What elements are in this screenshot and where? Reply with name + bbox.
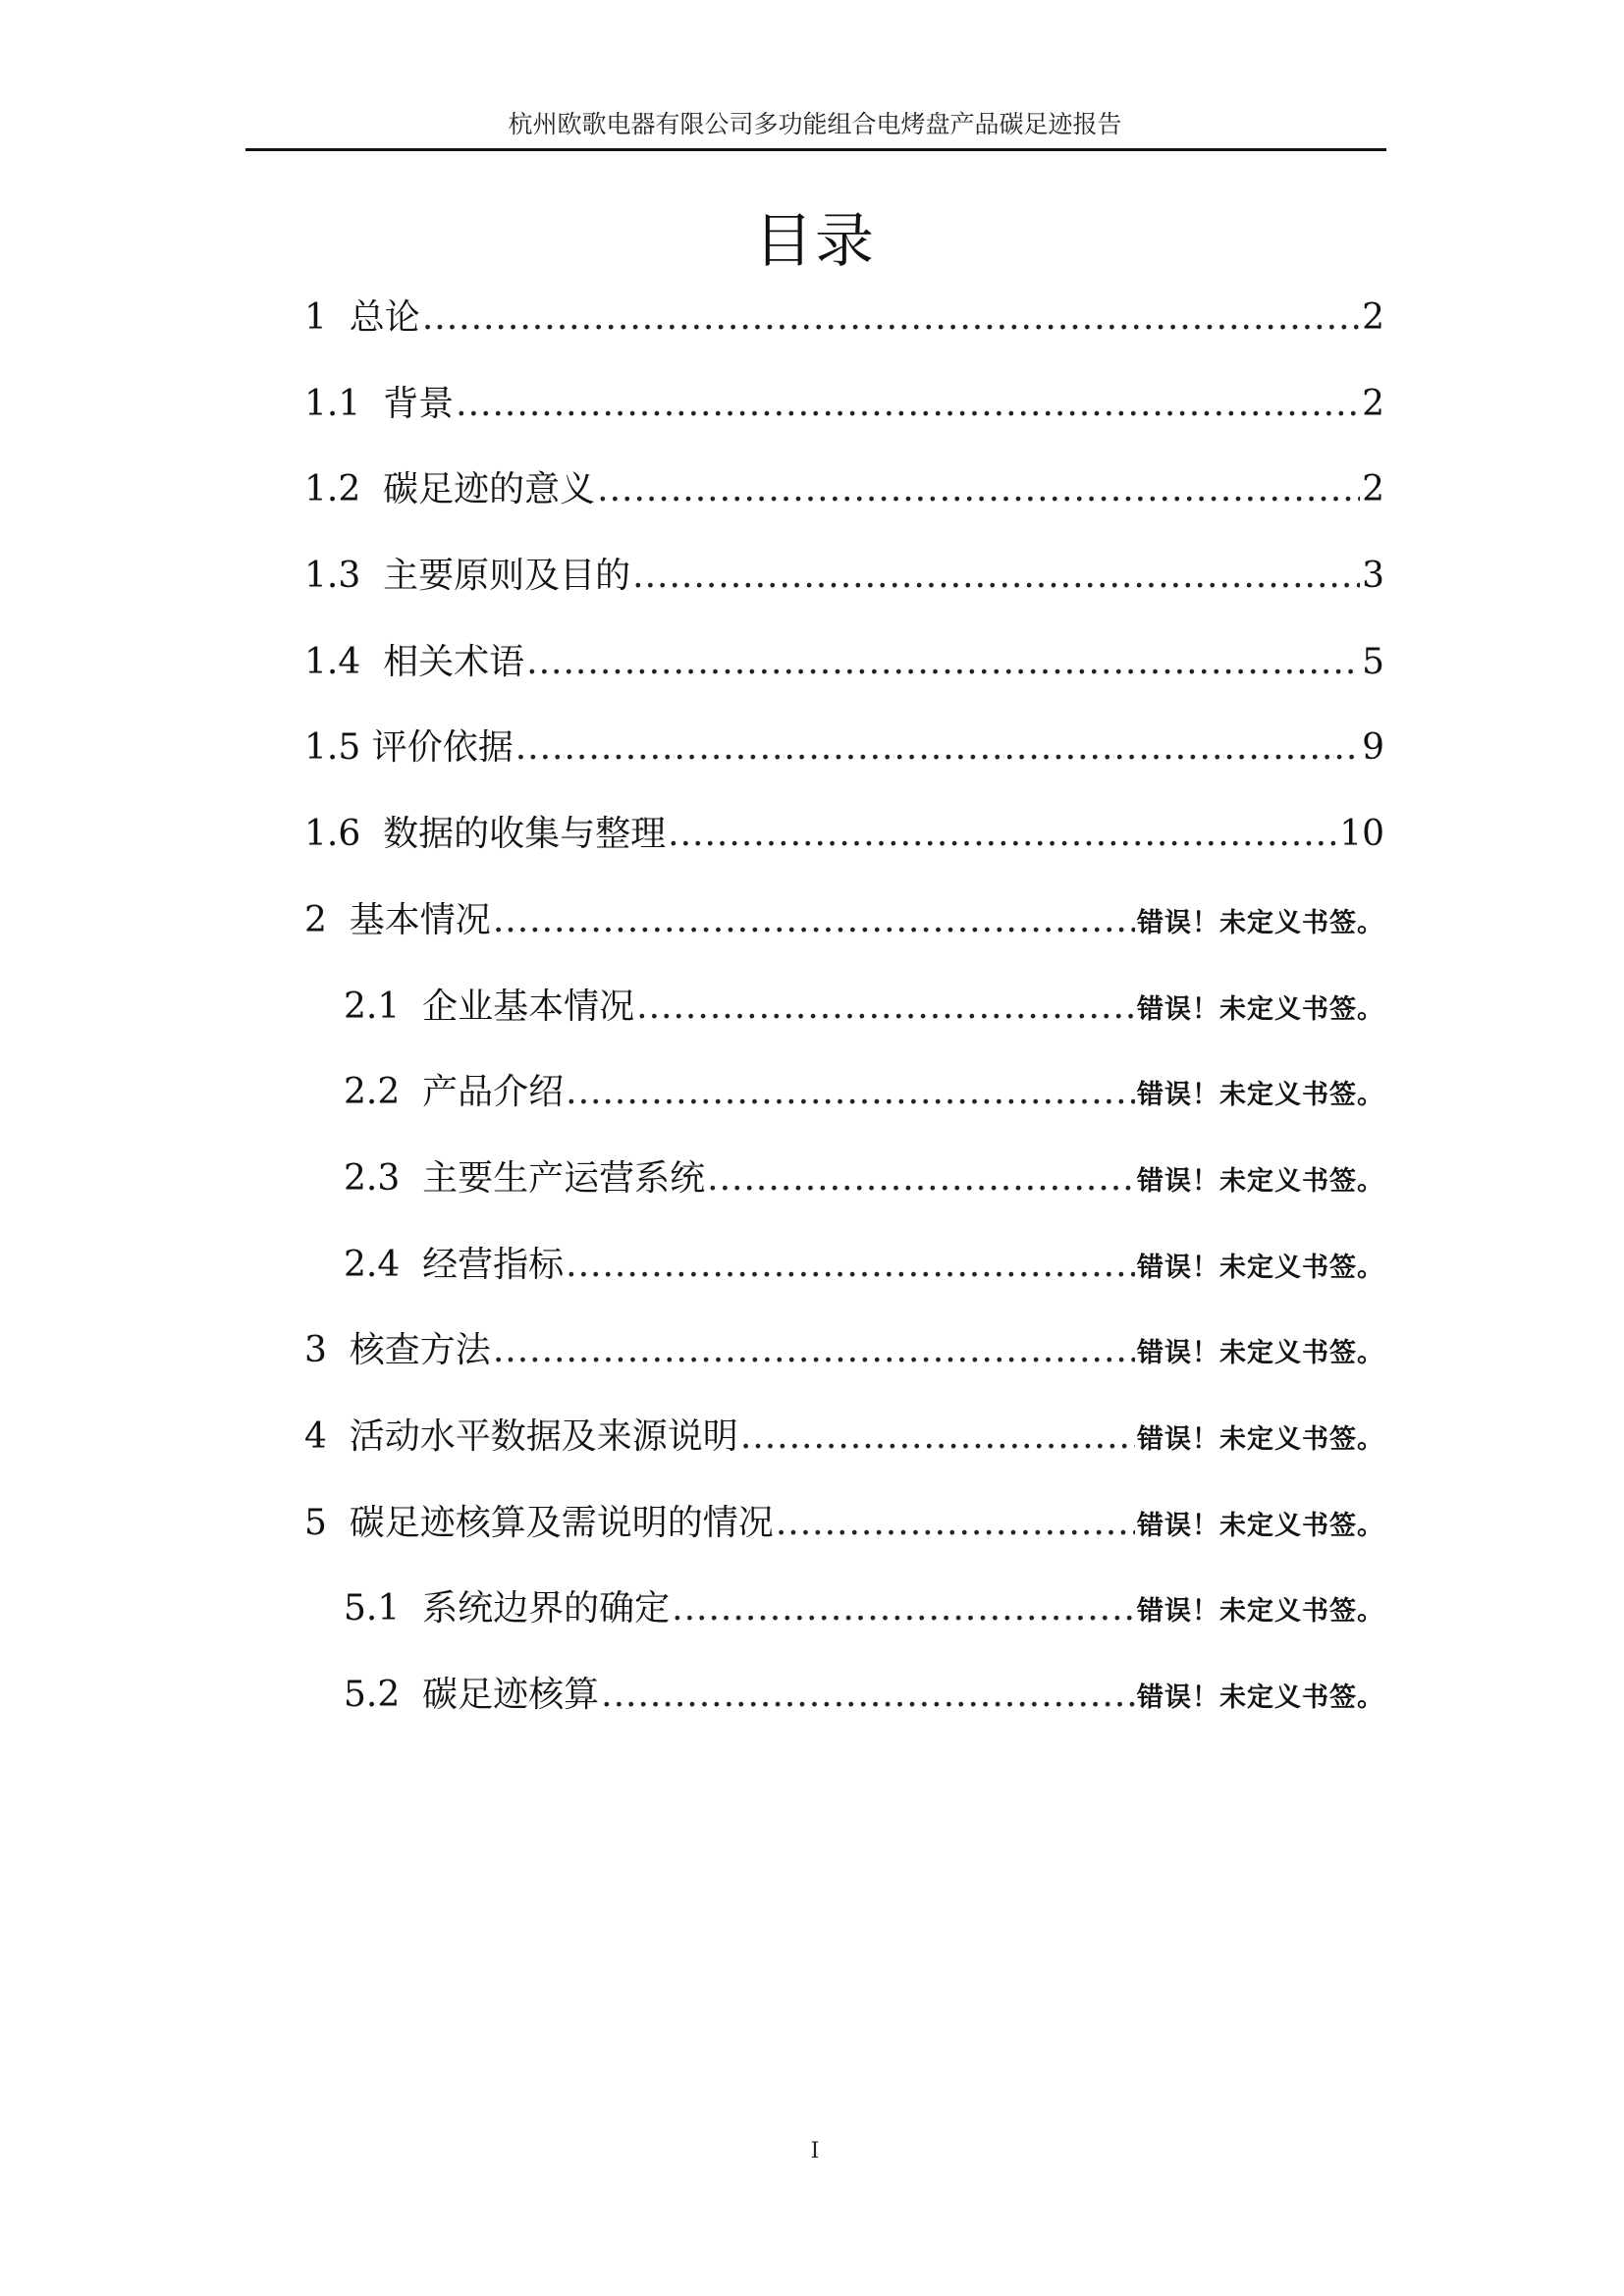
toc-entry-title: 核查方法 <box>349 1330 491 1371</box>
toc-entry[interactable] <box>304 899 1384 986</box>
toc-entry[interactable] <box>304 1157 1384 1244</box>
toc-entry[interactable] <box>304 296 1384 383</box>
toc-dot-leader <box>636 986 1135 1029</box>
page-title: 目录 <box>754 207 876 276</box>
toc-entry-page: 2 <box>1362 469 1384 510</box>
toc-entry-number: 1.4 <box>304 641 384 682</box>
toc-entry-page: 错误！未定义书签。 <box>1137 907 1384 938</box>
toc-entry[interactable] <box>304 1502 1384 1588</box>
toc-entry-number: 1.3 <box>304 556 384 597</box>
toc-entry-number: 1.6 <box>304 814 384 855</box>
toc-entry-title: 背景 <box>383 383 455 424</box>
toc-entry-number: 1 <box>304 297 350 338</box>
page-number: I <box>810 2139 820 2163</box>
toc-dot-leader <box>672 1587 1135 1630</box>
toc-entry-title: 碳足迹核算 <box>422 1675 600 1715</box>
toc-entry-page: 错误！未定义书签。 <box>1137 1338 1384 1369</box>
toc-entry-title: 主要生产运营系统 <box>422 1157 706 1199</box>
toc-entry-page: 错误！未定义书签。 <box>1137 1423 1384 1455</box>
toc-dot-leader <box>515 726 1360 770</box>
toc-entry[interactable] <box>304 1587 1384 1674</box>
toc-entry-page: 9 <box>1362 727 1384 769</box>
toc-entry-page: 错误！未定义书签。 <box>1137 1080 1384 1111</box>
toc-entry-page: 2 <box>1362 297 1384 338</box>
toc-entry-number: 2.2 <box>344 1072 423 1113</box>
toc-entry-title: 经营指标 <box>422 1244 565 1285</box>
toc-entry-title: 数据的收集与整理 <box>383 814 667 855</box>
toc-dot-leader <box>566 1071 1135 1114</box>
toc-entry-page: 2 <box>1362 383 1384 424</box>
toc-entry-page: 错误！未定义书签。 <box>1137 1510 1384 1541</box>
table-of-contents <box>304 296 1384 1760</box>
toc-entry-title: 相关术语 <box>383 641 525 682</box>
toc-entry-number: 5 <box>304 1502 350 1543</box>
toc-dot-leader <box>776 1502 1135 1545</box>
toc-dot-leader <box>632 555 1360 598</box>
toc-entry-number: 1.1 <box>304 383 384 424</box>
toc-dot-leader <box>493 899 1135 942</box>
toc-dot-leader <box>601 1674 1135 1717</box>
toc-entry[interactable] <box>304 726 1384 813</box>
toc-entry[interactable] <box>304 555 1384 641</box>
running-header: 杭州欧歌电器有限公司多功能组合电烤盘产品碳足迹报告 <box>508 110 1122 138</box>
toc-dot-leader <box>456 383 1360 426</box>
toc-entry-page: 错误！未定义书签。 <box>1137 993 1384 1025</box>
toc-entry[interactable] <box>304 1415 1384 1502</box>
toc-entry[interactable] <box>304 813 1384 899</box>
toc-entry-number: 2.3 <box>344 1157 423 1199</box>
toc-entry-page: 错误！未定义书签。 <box>1137 1165 1384 1197</box>
header-divider <box>245 148 1386 151</box>
toc-entry-title: 碳足迹的意义 <box>383 469 596 510</box>
toc-entry-number: 2.1 <box>344 986 423 1027</box>
toc-entry-title: 企业基本情况 <box>422 986 635 1027</box>
toc-entry-number: 1.2 <box>304 469 384 510</box>
toc-dot-leader <box>668 813 1337 856</box>
toc-entry-number: 5.1 <box>344 1588 423 1629</box>
toc-entry-title: 活动水平数据及来源说明 <box>349 1415 738 1457</box>
toc-dot-leader <box>597 468 1360 511</box>
toc-entry-number: 3 <box>304 1330 350 1371</box>
toc-entry-title: 主要原则及目的 <box>383 556 631 597</box>
toc-entry-number: 2 <box>304 899 350 940</box>
toc-entry-title: 总论 <box>349 297 420 338</box>
toc-entry-title: 碳足迹核算及需说明的情况 <box>349 1502 774 1543</box>
toc-dot-leader <box>740 1415 1135 1459</box>
toc-entry-page: 10 <box>1339 814 1384 855</box>
toc-dot-leader <box>422 296 1360 340</box>
toc-entry-page: 错误！未定义书签。 <box>1137 1252 1384 1283</box>
toc-dot-leader <box>493 1329 1135 1372</box>
toc-dot-leader <box>707 1157 1135 1201</box>
toc-entry[interactable] <box>304 1244 1384 1330</box>
toc-entry-title: 评价依据 <box>371 727 514 769</box>
toc-entry[interactable] <box>304 641 1384 727</box>
toc-entry-number: 2.4 <box>344 1244 423 1285</box>
toc-entry[interactable] <box>304 1329 1384 1415</box>
toc-entry[interactable] <box>304 1674 1384 1760</box>
toc-dot-leader <box>566 1244 1135 1287</box>
toc-entry-title: 产品介绍 <box>422 1072 565 1113</box>
toc-entry-title: 系统边界的确定 <box>422 1588 671 1629</box>
toc-entry[interactable] <box>304 383 1384 469</box>
toc-entry-title: 基本情况 <box>349 899 491 940</box>
toc-dot-leader <box>526 641 1360 684</box>
toc-entry-page: 3 <box>1362 556 1384 597</box>
toc-entry-page: 错误！未定义书签。 <box>1137 1682 1384 1713</box>
toc-entry[interactable] <box>304 1071 1384 1157</box>
toc-entry-page: 5 <box>1362 641 1384 682</box>
toc-entry-page: 错误！未定义书签。 <box>1137 1596 1384 1628</box>
toc-entry-number: 5.2 <box>344 1675 423 1715</box>
toc-entry[interactable] <box>304 468 1384 555</box>
toc-entry[interactable] <box>304 986 1384 1072</box>
toc-entry-number: 1.5 <box>304 727 372 769</box>
toc-entry-number: 4 <box>304 1415 350 1457</box>
